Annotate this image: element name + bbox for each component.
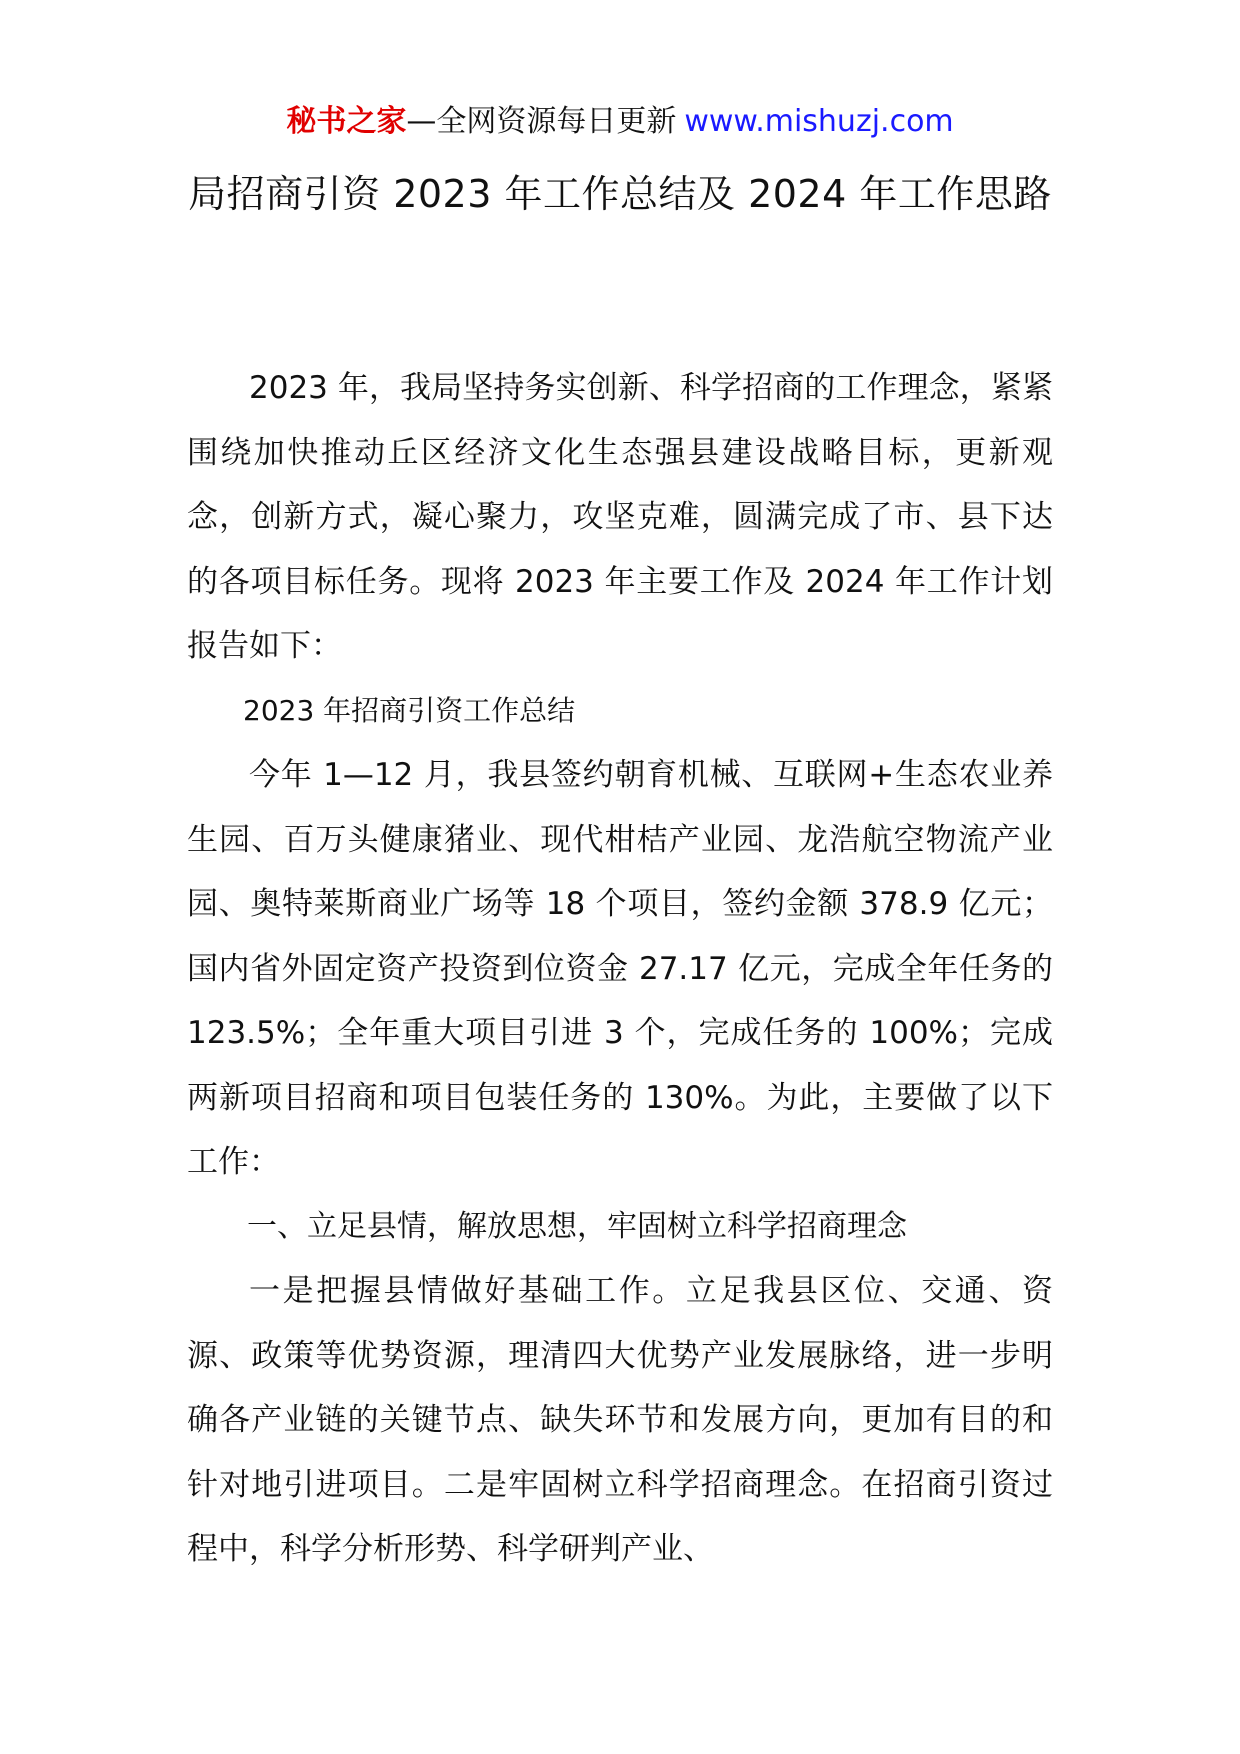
- document-title: 局招商引资 2023 年工作总结及 2024 年工作思路: [188, 172, 1052, 216]
- section-heading-one: 一、立足县情，解放思想，牢固树立科学招商理念: [247, 1208, 907, 1244]
- intro-paragraph: 2023 年，我局坚持务实创新、科学招商的工作理念，紧紧围绕加快推动丘区经济文化生态强县建设战略目标，更新观念，创新方式，凝心聚力，攻坚克难，圆满完成了市、县下达的各项目标任务。现将 2023 年主要工作及 2024 年工作计划报告如下：: [187, 370, 1053, 664]
- section-one-paragraph: 一是把握县情做好基础工作。立足我县区位、交通、资源、政策等优势资源，理清四大优势产业发展脉络，进一步明确各产业链的关键节点、缺失环节和发展方向，更加有目的和针对地引进项目。二是牢固树立科学招商理念。在招商引资过程中，科学分析形势、科学研判产业、: [187, 1273, 1053, 1567]
- document-body: [187, 356, 1053, 1582]
- results-paragraph: 今年 1—12 月，我县签约朝育机械、互联网+生态农业养生园、百万头健康猪业、现代柑桔产业园、龙浩航空物流产业园、奥特莱斯商业广场等 18 个项目，签约金额 378.9 亿元；国内省外固定资产投资到位资金 27.17 亿元，完成全年任务的 123.5%；全年重大项目引进 3 个，完成任务的 100%；完成两新项目招商和项目包装任务的 130%。为此，主要做了以下工作：: [187, 757, 1053, 1180]
- site-header: [0, 102, 1240, 142]
- site-url-link[interactable]: www.mishuzj.com: [684, 104, 954, 139]
- site-brand: 秘书之家: [286, 104, 407, 139]
- summary-subheading: 2023 年招商引资工作总结: [243, 693, 576, 727]
- site-tagline: —全网资源每日更新: [406, 104, 677, 139]
